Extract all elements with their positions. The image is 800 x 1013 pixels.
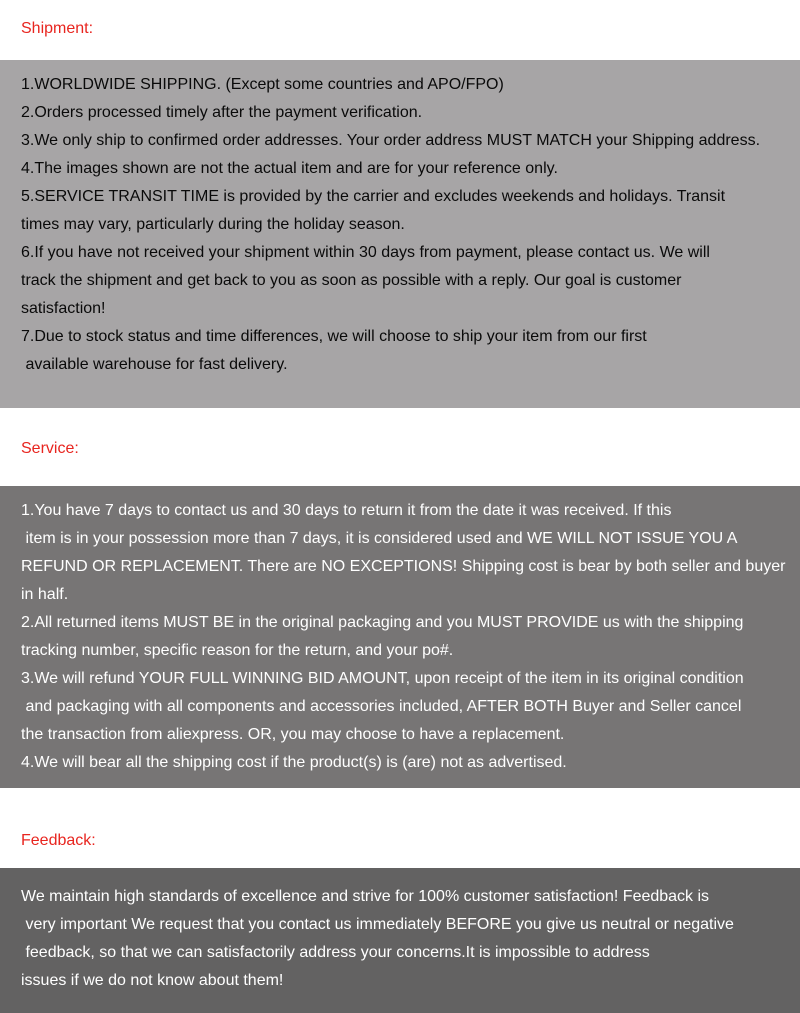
feedback-line: issues if we do not know about them! [21,972,284,989]
service-line: REFUND OR REPLACEMENT. There are NO EXCEPTIONS! Shipping cost is bear by both seller and buyer [21,558,786,575]
service-line: 2.All returned items MUST BE in the original packaging and you MUST PROVIDE us with the shipping [21,614,744,631]
service-panel [0,486,800,788]
shipment-panel [0,60,800,408]
shipment-section [0,0,800,408]
feedback-panel [0,868,800,1013]
shipment-heading: Shipment: [21,20,94,37]
service-line: in half. [21,586,69,603]
shipment-line: 5.SERVICE TRANSIT TIME is provided by the carrier and excludes weekends and holidays. Transit [21,188,726,205]
feedback-line: We maintain high standards of excellence and strive for 100% customer satisfaction! Feedback is [21,888,710,905]
service-heading: Service: [21,440,79,457]
service-section [0,408,800,788]
service-line: item is in your possession more than 7 days, it is considered used and WE WILL NOT ISSUE YOU A [21,530,738,547]
feedback-line: feedback, so that we can satisfactorily address your concerns.It is impossible to address [21,944,650,961]
service-line: and packaging with all components and accessories included, AFTER BOTH Buyer and Seller cancel [21,698,742,715]
service-line: 3.We will refund YOUR FULL WINNING BID AMOUNT, upon receipt of the item in its original condition [21,670,744,687]
service-line: the transaction from aliexpress. OR, you may choose to have a replacement. [21,726,565,743]
feedback-heading: Feedback: [21,832,96,849]
service-line: 4.We will bear all the shipping cost if the product(s) is (are) not as advertised. [21,754,567,771]
shipment-line: 1.WORLDWIDE SHIPPING. (Except some countries and APO/FPO) [21,76,504,93]
shipment-line: 2.Orders processed timely after the payment verification. [21,104,423,121]
shipment-line: track the shipment and get back to you as soon as possible with a reply. Our goal is customer [21,272,682,289]
shipment-line: 6.If you have not received your shipment within 30 days from payment, please contact us. We will [21,244,710,261]
shipment-line: satisfaction! [21,300,106,317]
shipment-line: 3.We only ship to confirmed order addresses. Your order address MUST MATCH your Shipping address. [21,132,761,149]
service-line: 1.You have 7 days to contact us and 30 days to return it from the date it was received. If this [21,502,672,519]
feedback-section [0,788,800,1013]
shipment-line: 4.The images shown are not the actual item and are for your reference only. [21,160,558,177]
service-line: tracking number, specific reason for the return, and your po#. [21,642,454,659]
shipment-line: available warehouse for fast delivery. [21,356,288,373]
shipment-line: times may vary, particularly during the holiday season. [21,216,405,233]
shipment-line: 7.Due to stock status and time differences, we will choose to ship your item from our first [21,328,647,345]
feedback-line: very important We request that you contact us immediately BEFORE you give us neutral or negative [21,916,734,933]
